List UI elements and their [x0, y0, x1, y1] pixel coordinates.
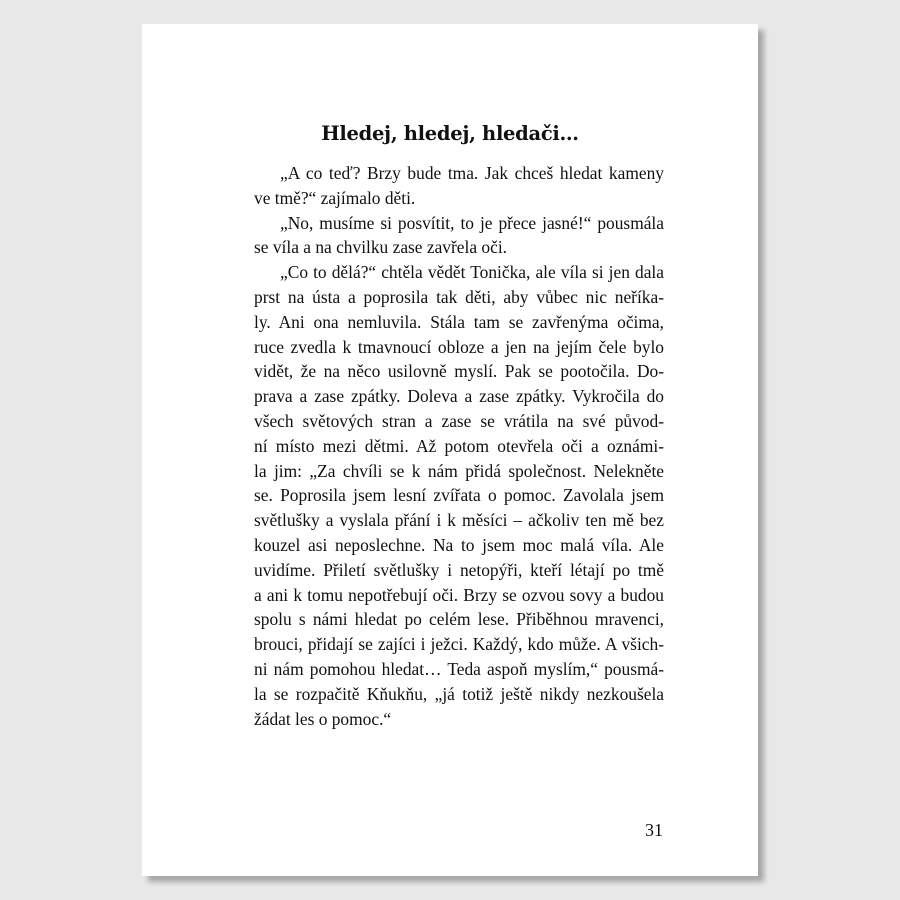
text-line: žádat les o pomoc.“: [254, 708, 392, 729]
paragraph: [254, 211, 664, 261]
page-number: 31: [645, 820, 663, 840]
text-line: se. Poprosila jsem lesní zvířata o pomoc. Zavolala jsem: [254, 485, 664, 506]
paragraph: [254, 161, 664, 211]
chapter-text: [254, 161, 664, 731]
text-line: ly. Ani ona nemluvila. Stála tam se zavřenýma očima,: [254, 311, 664, 332]
text-line: uvidíme. Přiletí světlušky i netopýři, kteří létají po tmě: [254, 559, 664, 580]
paragraph: [254, 260, 664, 731]
text-line: vidět, že na něco usilovně myslí. Pak se pootočila. Do-: [254, 361, 664, 382]
text-line: spolu s námi hledat po celém lese. Přiběhnou mravenci,: [254, 609, 664, 630]
text-line: světlušky a vyslala přání i k měsíci – ačkoliv ten mě bez: [254, 510, 664, 531]
text-line: ni nám pomohou hledat… Teda aspoň myslím,“ pousmá-: [254, 658, 664, 679]
text-line: kouzel asi neposlechne. Na to jsem moc malá víla. Ale: [254, 534, 664, 555]
text-line: prst na ústa a poprosila tak děti, aby vůbec nic neříka-: [254, 286, 664, 307]
chapter-title: Hledej, hledej, hledači…: [321, 122, 579, 145]
text-line: ruce zvedla k tmavnoucí obloze a jen na jejím čele bylo: [254, 336, 664, 357]
text-line: la jim: „Za chvíli se k nám přidá společnost. Nelekněte: [254, 460, 664, 481]
text-line: ní místo mezi dětmi. Až potom otevřela oči a oznámi-: [254, 435, 664, 456]
text-line: la se rozpačitě Kňukňu, „já totiž ještě nikdy nezkoušela: [254, 683, 664, 704]
text-line: všech světových stran a zase se vrátila na své původ-: [254, 410, 664, 431]
text-line: se víla a na chvilku zase zavřela oči.: [254, 237, 508, 258]
text-line: ve tmě?“ zajímalo děti.: [254, 187, 416, 208]
text-line: brouci, přidají se zajíci i ježci. Každý, kdo může. A všich-: [254, 634, 664, 655]
book-page: [142, 24, 758, 876]
text-line: „A co teď? Brzy bude tma. Jak chceš hledat kameny: [280, 163, 664, 183]
text-line: prava a zase zpátky. Doleva a zase zpátky. Vykročila do: [254, 386, 664, 407]
text-line: „No, musíme si posvítit, to je přece jasné!“ pousmála: [280, 212, 664, 233]
text-line: a ani k tomu nepotřebují oči. Brzy se ozvou sovy a budou: [254, 584, 664, 605]
text-line: „Co to dělá?“ chtěla vědět Tonička, ale víla si jen dala: [280, 262, 664, 283]
